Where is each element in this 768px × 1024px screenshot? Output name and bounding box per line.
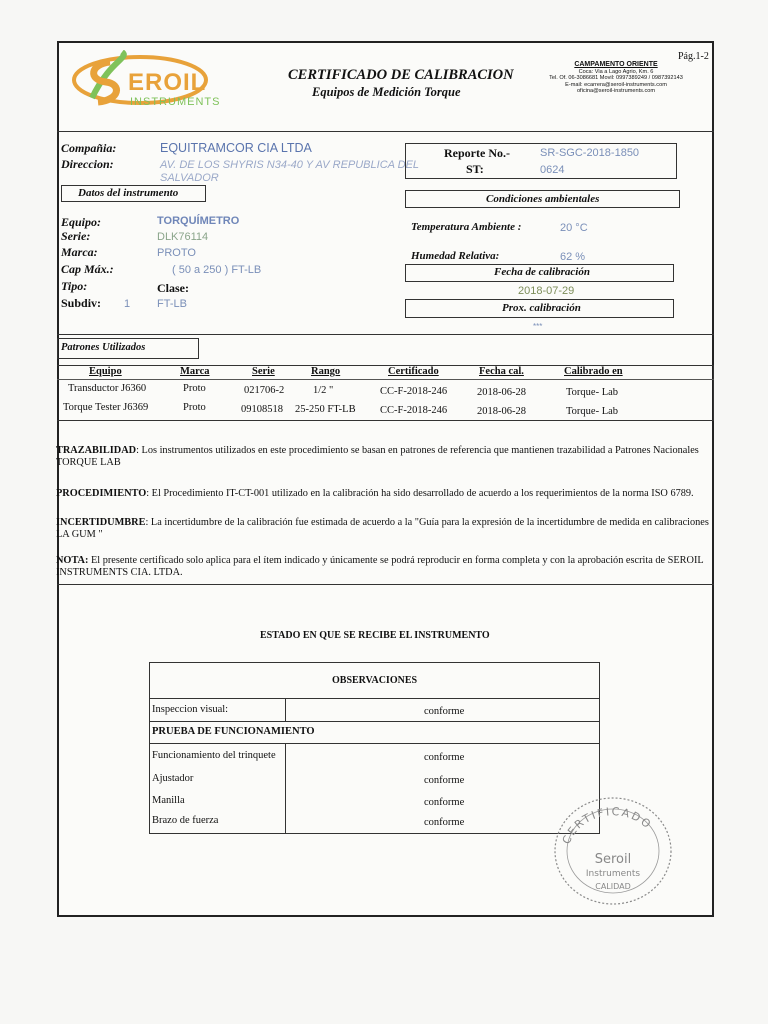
prueba-header: PRUEBA DE FUNCIONAMIENTO [152,726,315,737]
table-cell: Transductor J6360 [68,383,147,394]
equipo-label: Equipo: [61,215,102,229]
company-value: EQUITRAMCOR CIA LTDA [160,141,312,155]
table-cell: 2018-06-28 [477,406,526,417]
divider [149,698,600,699]
nota-paragraph [56,555,706,579]
svg-text:Seroil: Seroil [594,852,632,867]
table-cell: Torque Tester J6369 [63,402,149,413]
func-label-manilla: Manilla [152,795,185,806]
capmax-label: Cap Máx.: [61,262,114,276]
trazabilidad-label: TRAZABILIDAD [56,445,137,456]
subdiv-label: Subdiv: [61,296,102,310]
contact-email: E-mail: ecarrera@seroil-instruments.com [565,81,667,88]
temp-value: 20 °C [560,222,588,234]
procedimiento-text: : El Procedimiento IT-CT-001 utilizado en la calibración ha sido desarrollado de acuerdo a los requerimientos de la norma ISO 6789. [146,488,694,499]
divider [57,584,714,585]
nota-label: NOTA: [56,555,89,566]
address-line-2: SALVADOR [160,172,219,184]
col-certificado: Certificado [388,366,439,377]
col-marca: Marca [180,366,210,377]
prox-label: Prox. calibración [502,302,581,314]
address-line-1: AV. DE LOS SHYRIS N34-40 Y AV REPUBLICA DEL [160,159,420,171]
company-label: Compañia: [61,141,117,155]
table-cell: 09108518 [241,404,283,415]
conditions-header: Condiciones ambientales [486,193,600,205]
incertidumbre-text: : La incertidumbre de la calibración fue estimada de acuerdo a la "Guía para la expresión de la incertidumbre de medida en calibraciones LA GUM " [56,517,709,540]
prox-value: *** [533,322,543,331]
table-cell: 021706-2 [244,385,285,396]
func-value-ajustador: conforme [424,775,465,786]
svg-text:EROIL: EROIL [128,69,207,96]
func-value-manilla: conforme [424,797,465,808]
divider [57,131,714,132]
divider [57,334,714,335]
address-label: Direccion: [61,157,114,171]
instrument-header: Datos del instrumento [78,187,179,199]
marca-label: Marca: [61,245,98,259]
incertidumbre-paragraph [56,517,712,541]
report-label: Reporte No.- [444,146,510,160]
procedimiento-label: PROCEDIMIENTO [56,488,147,499]
contact-address: Coca: Via a Lago Agrio, Km. 6 [578,68,654,75]
table-cell: 2018-06-28 [477,387,526,398]
nota-text: El presente certificado solo aplica para el ítem indicado y únicamente se podrá reproducir en forma completa y con la aprobación escrita de SEROIL INSTRUMENTS CIA. LTDA. [56,555,704,578]
capmax-value: ( 50 a 250 ) FT-LB [172,264,262,276]
contact-office: CAMPAMENTO ORIENTE [574,61,658,68]
humidity-value: 62 % [560,251,586,263]
col-calibrado-en: Calibrado en [564,366,623,377]
contact-block [536,62,696,95]
col-rango: Rango [311,366,341,377]
col-serie: Serie [252,366,275,377]
table-cell: CC-F-2018-246 [380,405,448,416]
func-label-brazo: Brazo de fuerza [152,815,219,826]
trazabilidad-text: : Los instrumentos utilizados en este procedimiento se basan en patrones de referencia que mantienen trazabilidad a Patrones Nacionales TORQUE LAB [56,445,699,468]
contact-phone: Tel. Of. 06-3086681 Movil: 0997389249 / 0987392143 [549,75,683,82]
table-cell: 1/2 " [313,385,334,396]
fecha-label: Fecha de calibración [494,266,590,278]
subdiv-number: 1 [124,298,131,310]
col-equipo: Equipo [89,366,122,377]
serie-label: Serie: [61,229,91,243]
certificate-title: CERTIFICADO DE CALIBRACION [288,67,514,83]
marca-value: PROTO [157,247,196,259]
table-cell: Torque- Lab [566,406,619,417]
svg-text:CERTIFICADO: CERTIFICADO [559,805,655,847]
estado-title: ESTADO EN QUE SE RECIBE EL INSTRUMENTO [260,630,490,641]
incertidumbre-label: INCERTIDUMBRE [56,517,146,528]
report-value: SR-SGC-2018-1850 [540,147,640,159]
observations-header: OBSERVACIONES [332,675,418,686]
serie-value: DLK76114 [157,231,209,243]
func-value-brazo: conforme [424,817,465,828]
table-cell: 25-250 FT-LB [295,404,356,415]
company-stamp [551,793,675,908]
clase-label: Clase: [157,281,189,295]
observations-table [149,662,600,834]
func-label-trinquete: Funcionamiento del trinquete [152,750,276,761]
seroil-logo [70,50,245,112]
subdiv-unit: FT-LB [157,298,187,310]
divider [149,721,600,722]
svg-text:CALIDAD: CALIDAD [595,882,631,891]
func-label-ajustador: Ajustador [152,773,194,784]
svg-text:Instruments: Instruments [585,869,641,879]
table-header-divider [57,379,714,380]
column-divider [285,698,286,721]
svg-text:INSTRUMENTS: INSTRUMENTS [130,96,221,108]
patrones-header: Patrones Utilizados [61,342,146,353]
contact-email-office: oficina@seroil-instruments.com [576,88,656,95]
divider [149,743,600,744]
tipo-label: Tipo: [61,279,88,293]
fecha-value: 2018-07-29 [518,285,575,297]
certificate-subtitle: Equipos de Medición Torque [312,85,461,99]
inspeccion-value: conforme [424,706,465,717]
temp-label: Temperatura Ambiente : [411,221,522,233]
inspeccion-label: Inspeccion visual: [152,704,229,715]
table-cell: Proto [183,402,206,413]
st-value: 0624 [540,164,565,176]
page-number: Pág.1-2 [678,51,709,62]
func-value-trinquete: conforme [424,752,465,763]
humidity-label: Humedad Relativa: [411,250,500,262]
equipo-value: TORQUÍMETRO [157,215,240,227]
trazabilidad-paragraph [56,445,706,469]
table-cell: Torque- Lab [566,387,619,398]
column-divider [285,743,286,834]
st-label: ST: [466,162,484,176]
procedimiento-paragraph [56,488,706,500]
col-fecha-cal: Fecha cal. [479,366,524,377]
table-cell: Proto [183,383,206,394]
table-cell: CC-F-2018-246 [380,386,448,397]
